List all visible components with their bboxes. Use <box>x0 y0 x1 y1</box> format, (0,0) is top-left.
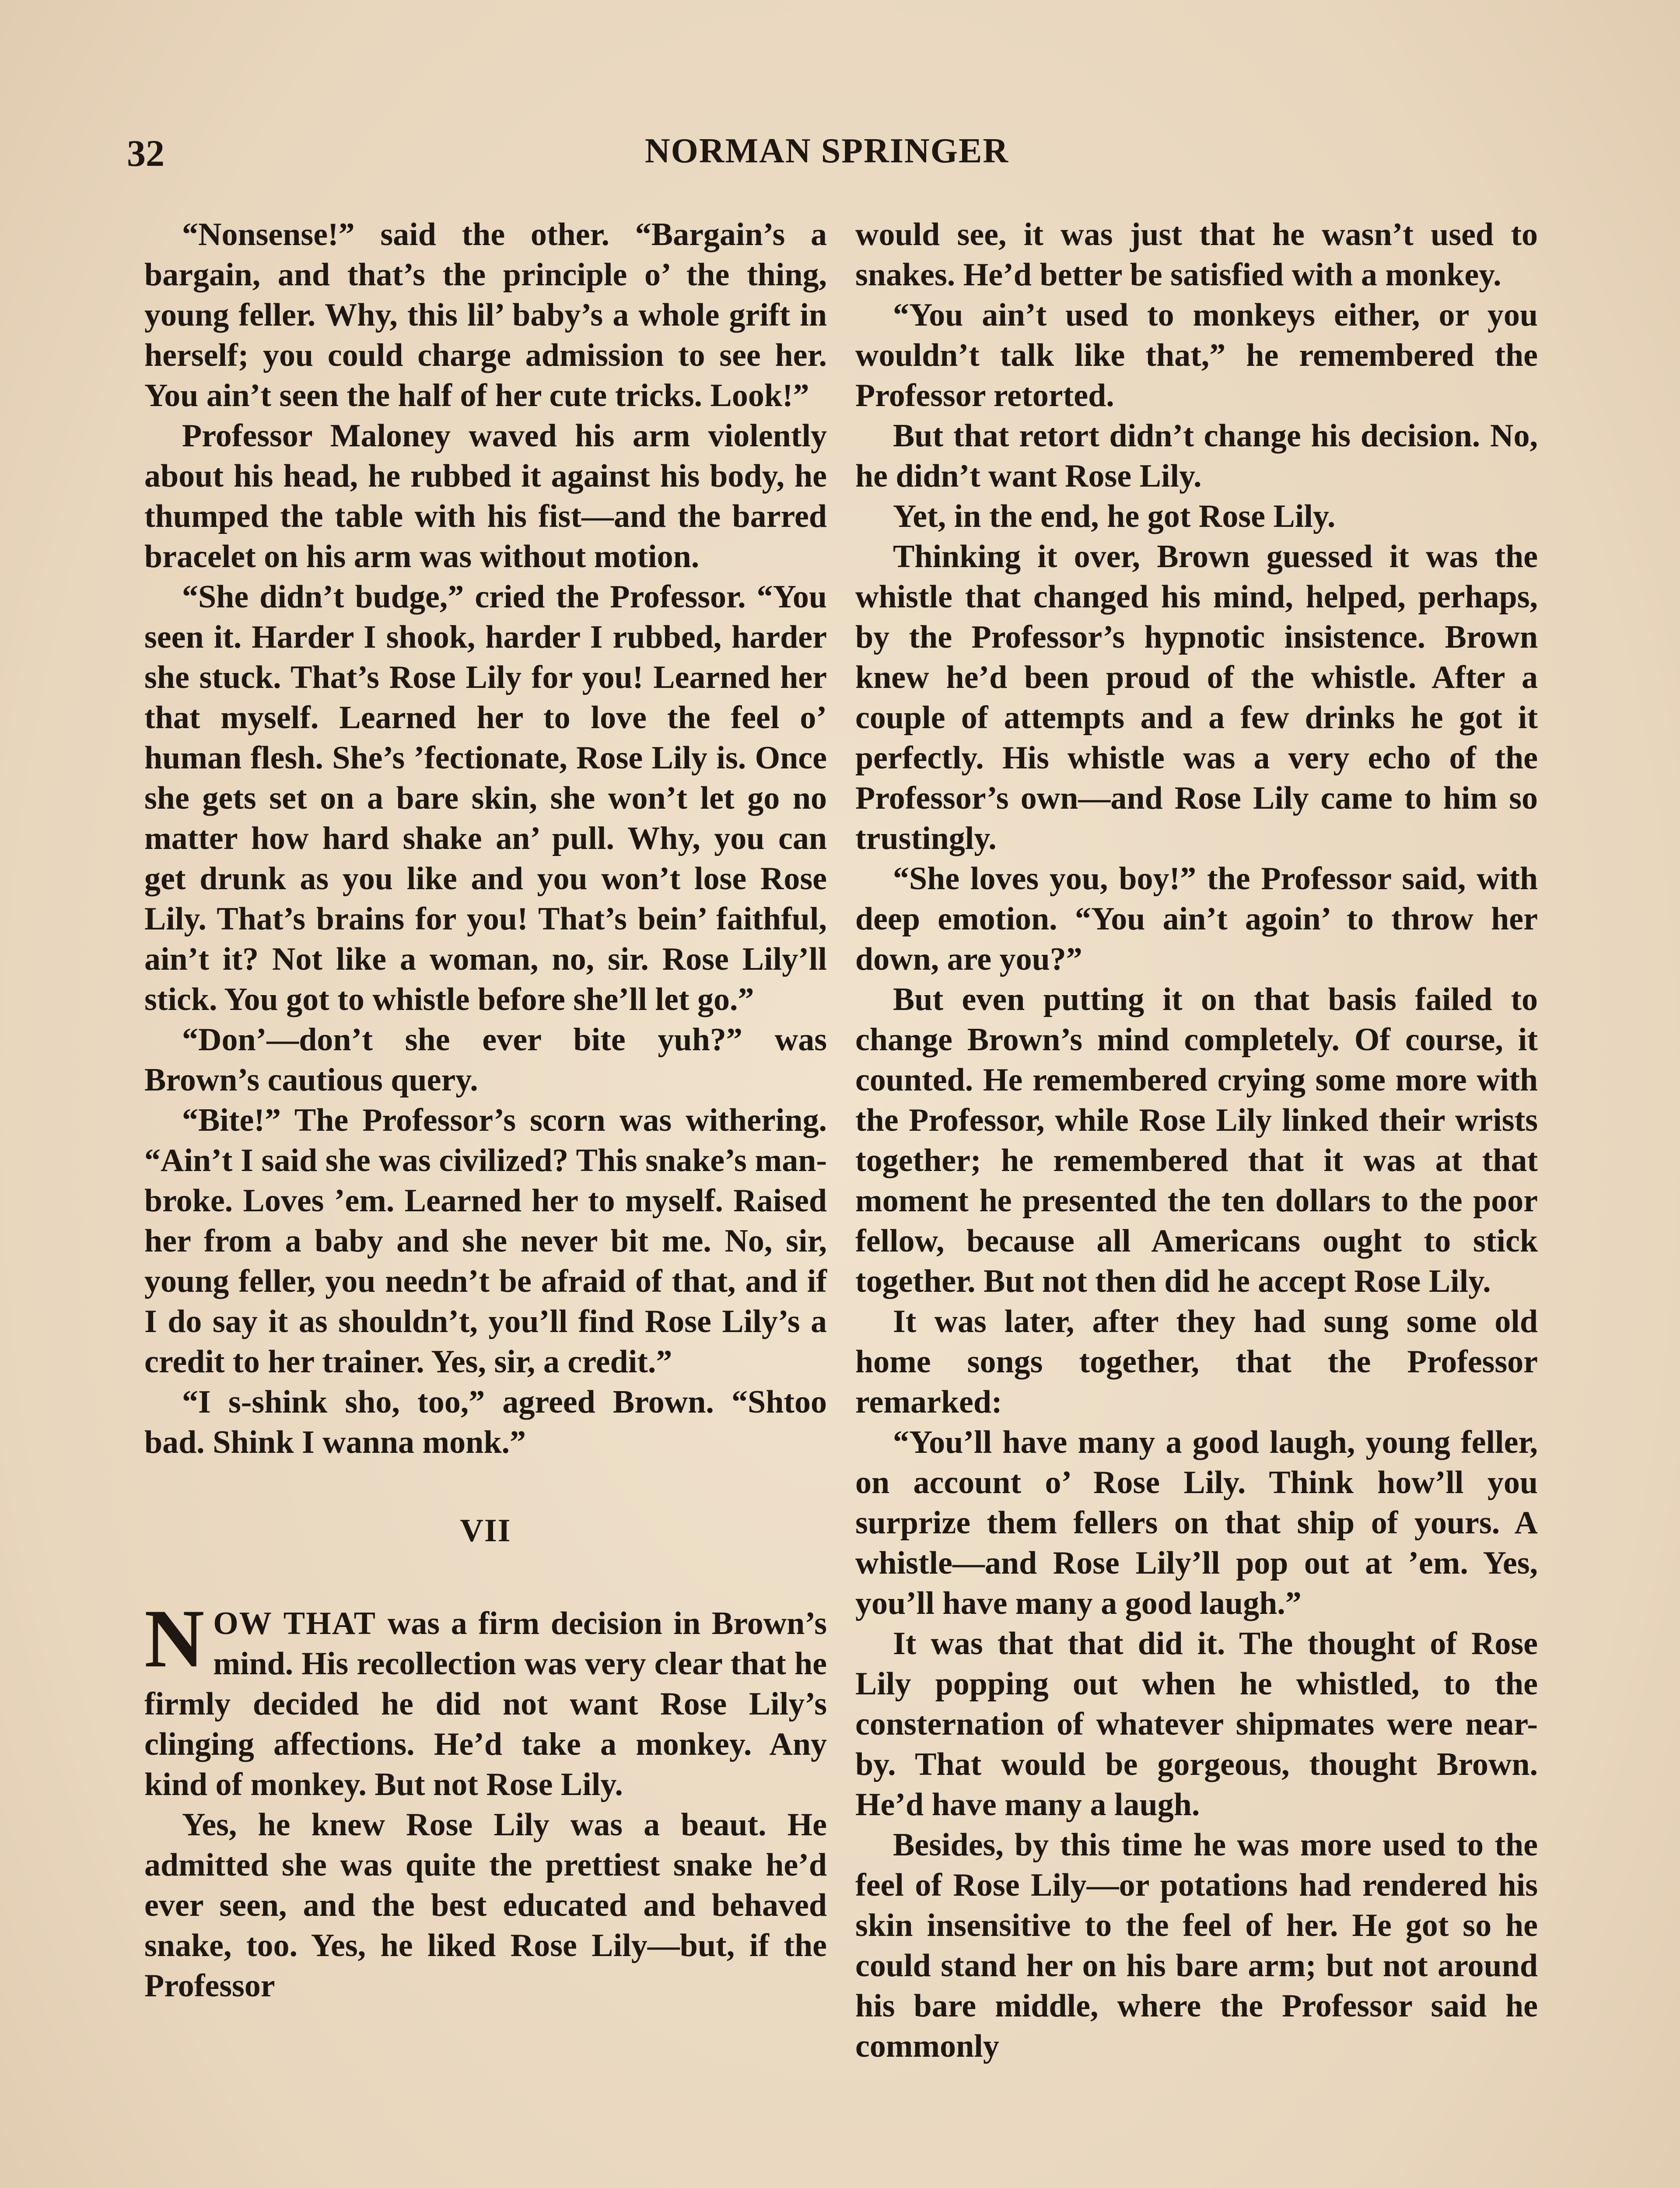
page-header <box>127 131 1527 179</box>
dropcap-paragraph <box>144 1593 827 1805</box>
paragraph: “Don’—don’t she ever bite yuh?” was Brown’s cautious query. <box>144 1022 827 1098</box>
paragraph: “You’ll have many a good laugh, young feller, on account o’ Rose Lily. Think how’ll you surprize them fellers on that ship of yours. A whistle—and Rose Lily’ll pop out at ’em. Yes, you’ll have many a good laugh.” <box>855 1424 1538 1621</box>
page-number: 32 <box>127 132 164 174</box>
left-column <box>144 214 827 2006</box>
paragraph: “She didn’t budge,” cried the Professor. “You seen it. Harder I shook, harder I rubbed, harder she stuck. That’s Rose Lily for you! Learned her that myself. Learned her to love the feel o’ human flesh. She’s ’fectionate, Rose Lily is. Once she gets set on a bare skin, she won’t let go no matter how hard shake an’ pull. Why, you can get drunk as you like and you won’t lose Rose Lily. That’s brains for you! That’s bein’ faithful, ain’t it? Not like a woman, no, sir. Rose Lily’ll stick. You got to whistle before she’ll let go.” <box>144 579 827 1017</box>
section-heading: VII <box>460 1513 511 1549</box>
paragraph: Besides, by this time he was more used to the feel of Rose Lily—or potations had rendered his skin insensitive to the feel of her. He got so he could stand her on his bare arm; but not around his bare middle, where the Professor said he commonly <box>855 1827 1538 2064</box>
paragraph: Yet, in the end, he got Rose Lily. <box>893 498 1336 534</box>
paragraph: Professor Maloney waved his arm violently about his head, he rubbed it against his body, he thumped the table with his fist—and the barred bracelet on his arm was without motion. <box>144 418 827 575</box>
running-head: NORMAN SPRINGER <box>644 132 1009 170</box>
paragraph: But that retort didn’t change his decision. No, he didn’t want Rose Lily. <box>855 418 1538 494</box>
paragraph: “You ain’t used to monkeys either, or you wouldn’t talk like that,” he remembered the Professor retorted. <box>855 297 1538 414</box>
paragraph: Yes, he knew Rose Lily was a beaut. He admitted she was quite the prettiest snake he’d ever seen, and the best educated and behaved snake, too. Yes, he liked Rose Lily—but, if the Professor <box>144 1807 827 2004</box>
right-column <box>855 214 1538 2066</box>
continued-paragraph: would see, it was just that he wasn’t used to snakes. He’d better be satisfied with a monkey. <box>855 217 1538 293</box>
paragraph: It was later, after they had sung some old home songs together, that the Professor remarked: <box>855 1304 1538 1420</box>
dropcap-rest: was a firm decision in Brown’s mind. His recollection was very clear that he firmly decided he did not want Rose Lily’s clinging affections. He’d take a monkey. Any kind of monkey. But not Rose Lily. <box>144 1606 827 1802</box>
dropcap-smallcaps: OW THAT <box>213 1606 377 1641</box>
paragraph: “Nonsense!” said the other. “Bargain’s a bargain, and that’s the principle o’ the thing, young feller. Why, this lil’ baby’s a whole grift in herself; you could charge admission to see her. You ain’t seen the half of her cute tricks. Look!” <box>144 217 827 414</box>
paragraph: “Bite!” The Professor’s scorn was withering. “Ain’t I said she was civilized? This snake’s man-broke. Loves ’em. Learned her to myself. Raised her from a baby and she never bit me. No, sir, young feller, you needn’t be afraid of that, and if I do say it as shouldn’t, you’ll find Rose Lily’s a credit to her trainer. Yes, sir, a credit.” <box>144 1102 827 1380</box>
paragraph: “She loves you, boy!” the Professor said, with deep emotion. “You ain’t agoin’ to throw her down, are you?” <box>855 861 1538 977</box>
paragraph: It was that that did it. The thought of Rose Lily popping out when he whistled, to the consternation of whatever shipmates were near-by. That would be gorgeous, thought Brown. He’d have many a laugh. <box>855 1626 1538 1823</box>
paragraph: But even putting it on that basis failed to change Brown’s mind completely. Of course, it counted. He remembered crying some more with the Professor, while Rose Lily linked their wrists together; he remembered that it was at that moment he presented the ten dollars to the poor fellow, because all Americans ought to stick together. But not then did he accept Rose Lily. <box>855 982 1538 1299</box>
paragraph: Thinking it over, Brown guessed it was the whistle that changed his mind, helped, perhaps, by the Professor’s hypnotic insistence. Brown knew he’d been proud of the whistle. After a couple of attempts and a few drinks he got it perfectly. His whistle was a very echo of the Professor’s own—and Rose Lily came to him so trustingly. <box>855 539 1538 856</box>
dropcap-letter: N <box>144 1593 205 1685</box>
paragraph: “I s-shink sho, too,” agreed Brown. “Shtoo bad. Shink I wanna monk.” <box>144 1384 827 1460</box>
